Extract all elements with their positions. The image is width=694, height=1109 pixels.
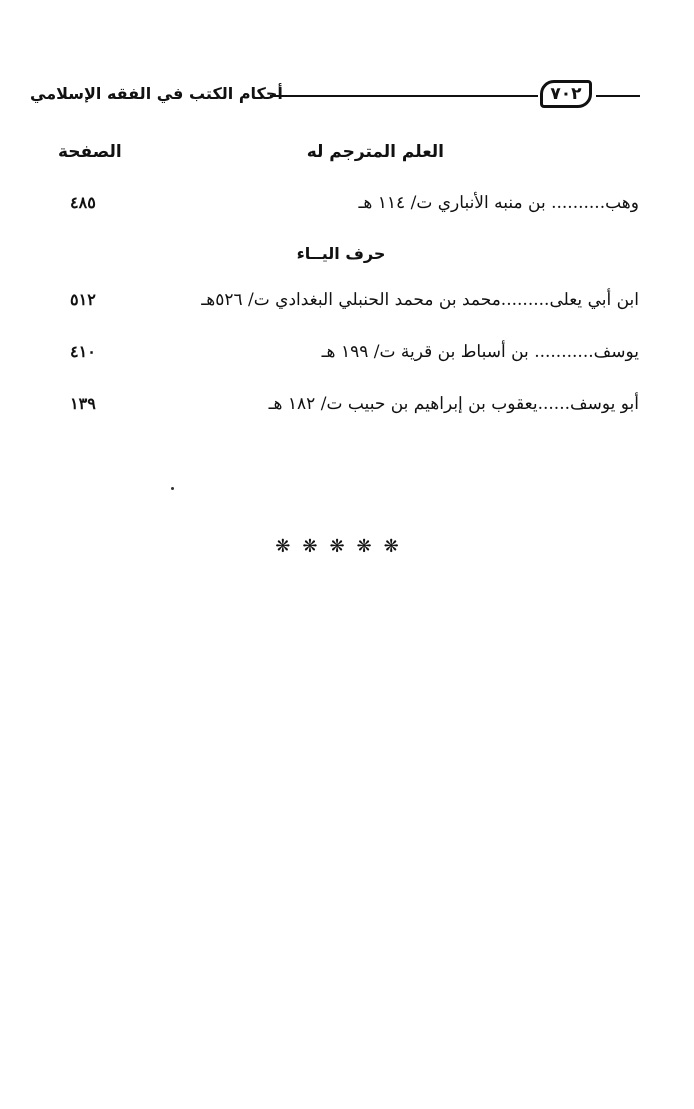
entry-name: يوسف........... بن أسباط بن قرية ت/ ١٩٩ هـ — [321, 342, 639, 362]
stray-dot — [171, 487, 174, 490]
entry-page-number: ١٣٩ — [70, 394, 96, 413]
section-title — [0, 244, 694, 263]
entry-name: ابن أبي يعلى.........محمد بن محمد الحنبلي البغدادي ت/ ٥٢٦هـ — [201, 290, 639, 310]
book-title: أحكام الكتب في الفقه الإسلامي — [30, 84, 283, 103]
column-header-name: العلم المترجم له — [306, 142, 444, 162]
header-rule-left — [270, 95, 538, 97]
running-header — [30, 78, 640, 114]
closing-ornament — [0, 536, 694, 557]
entry-page-number: ٤١٠ — [70, 342, 96, 361]
entry-page-number: ٥١٢ — [70, 290, 96, 309]
entry-page-number: ٤٨٥ — [70, 193, 96, 212]
header-rule-right — [596, 95, 640, 97]
index-entry — [60, 290, 639, 320]
column-header-page: الصفحة — [58, 142, 122, 162]
entry-name: وهب.......... بن منبه الأنباري ت/ ١١٤ هـ — [358, 193, 639, 213]
entry-name: أبو يوسف......يعقوب بن إبراهيم بن حبيب ت/ ١٨٢ هـ — [268, 394, 639, 414]
index-entry — [60, 394, 639, 424]
asterisk-ornament-icon: ❋❋❋❋❋ — [275, 536, 411, 557]
index-entry — [60, 193, 639, 223]
index-entry — [60, 342, 639, 372]
page-number: ٧٠٢ — [540, 80, 592, 108]
section-title-text: حرف اليــاء — [296, 244, 386, 263]
